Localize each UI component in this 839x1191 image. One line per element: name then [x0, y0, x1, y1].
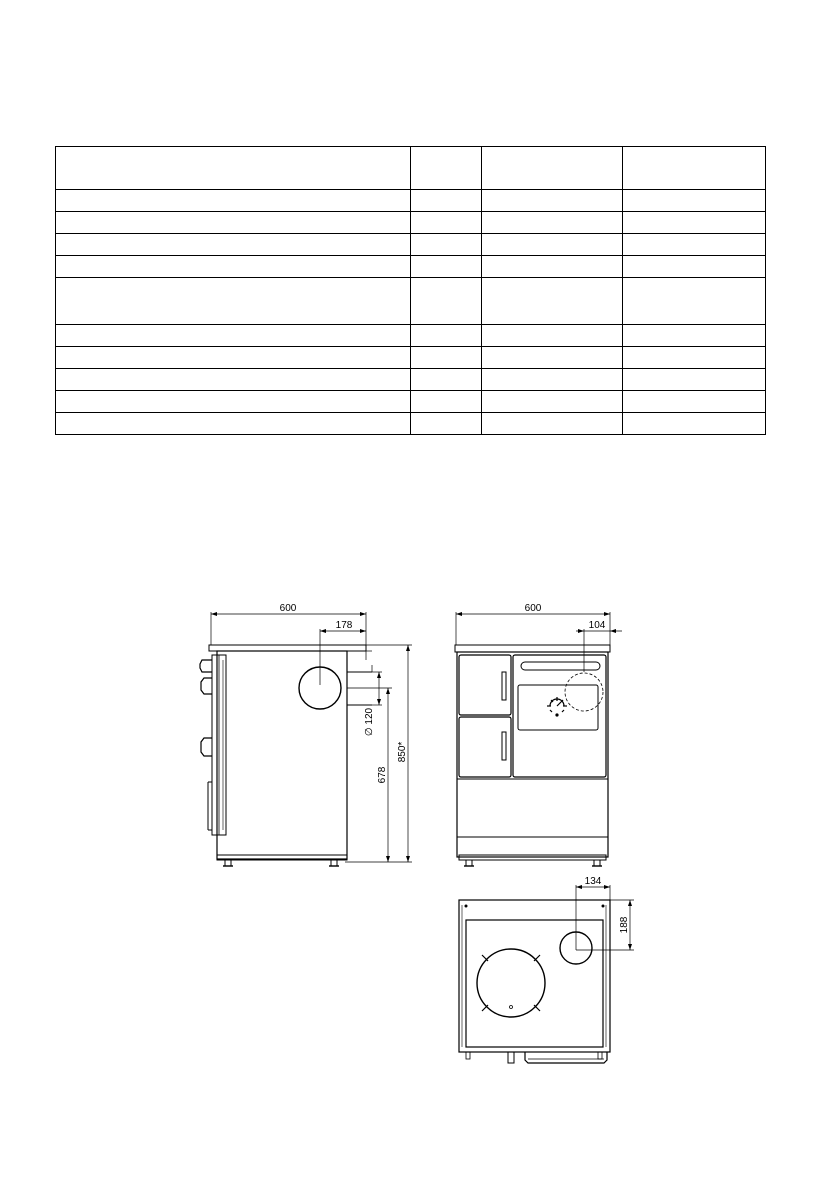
top-view — [459, 876, 634, 1063]
top-flue-offset-y-label: 188 — [619, 916, 630, 934]
front-flue-offset-label: 104 — [588, 620, 606, 631]
side-total-height-label: 850* — [397, 741, 408, 763]
side-flue-offset-label: 178 — [335, 620, 353, 631]
side-flue-height-label: 678 — [377, 766, 388, 784]
thermometer-icon — [547, 697, 567, 716]
front-width-label: 600 — [524, 603, 542, 614]
front-view — [455, 603, 622, 866]
top-flue-offset-x-label: 134 — [584, 876, 602, 887]
side-view — [200, 603, 412, 866]
side-flue-diameter-label: ∅ 120 — [364, 707, 375, 737]
side-width-label: 600 — [279, 603, 297, 614]
